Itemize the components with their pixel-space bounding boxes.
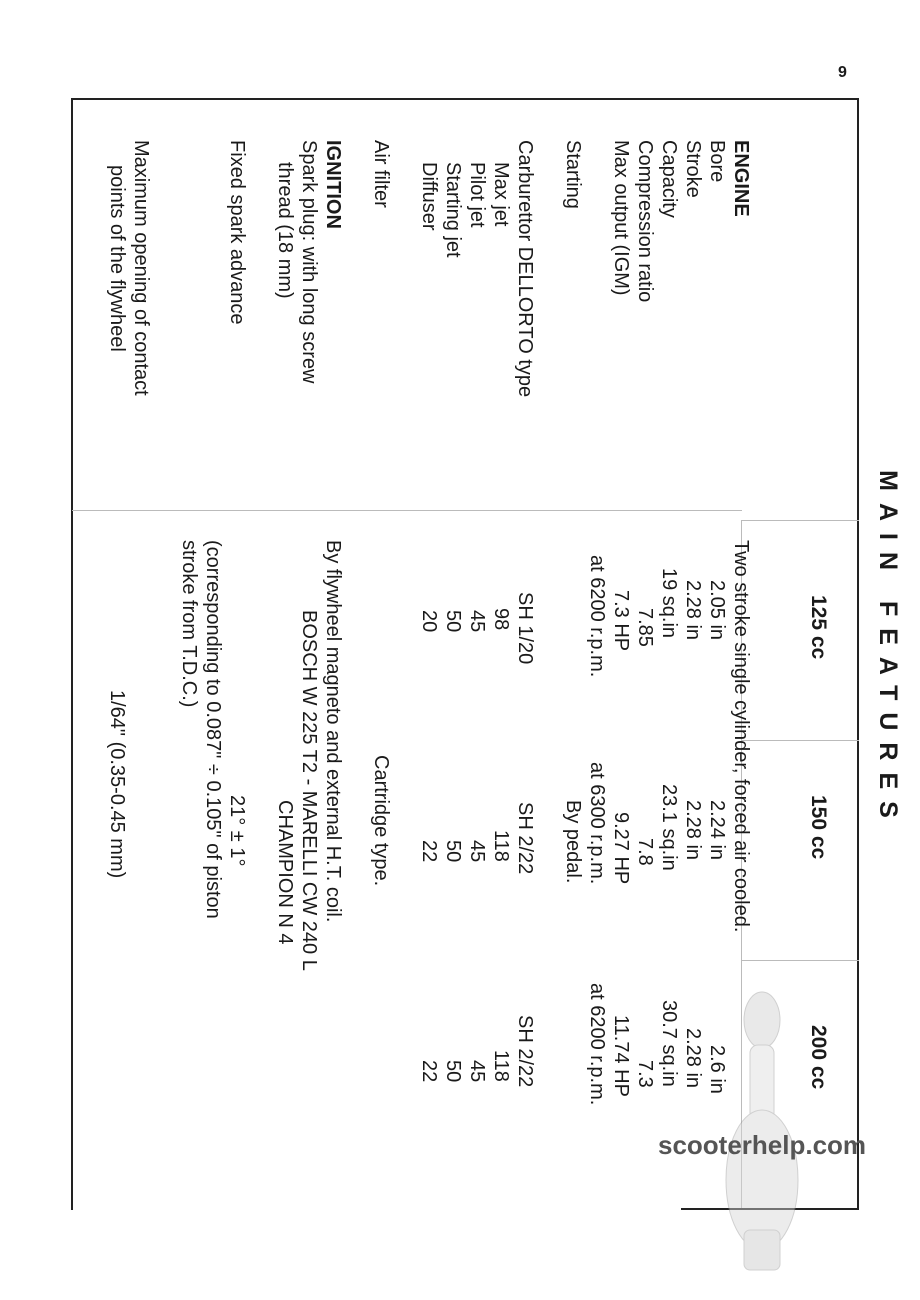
bore-125: 2.05 in [706, 580, 728, 641]
stroke-200: 2.28 in [682, 1028, 704, 1089]
spark-advance-value-3: stroke from T.D.C.) [178, 540, 200, 708]
label-column-divider [72, 510, 742, 511]
carburettor-label: Carburettor DELLORTO type [514, 140, 536, 398]
contact-points-label-1: Maximum opening of contact [130, 140, 152, 396]
spark-advance-label: Fixed spark advance [226, 140, 248, 325]
contact-points-label-2: points of the flywheel [106, 165, 128, 352]
compression-150: 7.8 [634, 838, 656, 866]
spark-advance-value-1: 21° ± 1° [226, 795, 248, 867]
starting-label: Starting [562, 140, 584, 209]
rpm-150: at 6300 r.p.m. [586, 762, 608, 885]
page-title: MAIN FEATURES [874, 470, 902, 830]
bore-150: 2.24 in [706, 800, 728, 861]
capacity-label: Capacity [658, 140, 680, 218]
max-jet-label: Max jet [490, 162, 512, 227]
spark-plug-label-1: Spark plug: with long screw [298, 140, 320, 384]
stroke-label: Stroke [682, 140, 704, 198]
starting-jet-200: 50 [442, 1060, 464, 1083]
capacity-200: 30.7 sq.in [658, 1000, 680, 1087]
starting-jet-125: 50 [442, 610, 464, 633]
max-jet-150: 118 [490, 830, 512, 862]
engine-type-value: Two stroke single cylinder, forced air cooled. [730, 540, 752, 933]
engine-heading: ENGINE [730, 140, 752, 217]
diffuser-200: 22 [418, 1060, 440, 1083]
diffuser-150: 22 [418, 840, 440, 863]
air-filter-label: Air filter [370, 140, 392, 208]
pilot-jet-label: Pilot jet [466, 162, 488, 228]
spark-advance-value-2: (corresponding to 0.087" ÷ 0.105" of piston [202, 540, 224, 919]
column-divider [741, 960, 859, 961]
pilot-jet-200: 45 [466, 1060, 488, 1083]
starting-value: By pedal. [562, 800, 584, 884]
spark-plug-value-2: CHAMPION N 4 [274, 800, 296, 945]
ignition-value: By flywheel magneto and external H.T. coil. [322, 540, 344, 923]
air-filter-value: Cartridge type. [370, 755, 392, 887]
page-number: 9 [838, 64, 847, 81]
rpm-200: at 6200 r.p.m. [586, 983, 608, 1106]
starting-jet-label: Starting jet [442, 162, 464, 258]
bore-200: 2.6 in [706, 1045, 728, 1094]
compression-label: Compression ratio [634, 140, 656, 303]
capacity-150: 23.1 sq.in [658, 784, 680, 871]
carburettor-150: SH 2/22 [514, 802, 536, 875]
column-divider [741, 740, 859, 741]
column-divider [741, 520, 859, 521]
max-jet-125: 98 [490, 608, 512, 631]
max-output-125: 7.3 HP [610, 590, 632, 652]
ignition-heading: IGNITION [322, 140, 344, 229]
bore-label: Bore [706, 140, 728, 183]
starting-jet-150: 50 [442, 840, 464, 863]
column-header-200: 200 cc [807, 1025, 830, 1090]
compression-200: 7.3 [634, 1060, 656, 1088]
max-output-200: 11.74 HP [610, 1015, 632, 1097]
max-output-label: Max output (IGM) [610, 140, 632, 296]
diffuser-125: 20 [418, 610, 440, 633]
pilot-jet-125: 45 [466, 610, 488, 633]
contact-points-value: 1/64" (0.35-0.45 mm) [106, 690, 128, 879]
column-header-150: 150 cc [807, 795, 830, 860]
spark-plug-value-1: BOSCH W 225 T2 - MARELLI CW 240 L [298, 610, 320, 971]
column-header-125: 125 cc [807, 595, 830, 660]
max-output-150: 9.27 HP [610, 812, 632, 885]
watermark-text: scooterhelp.com [658, 1130, 867, 1160]
max-jet-200: 118 [490, 1050, 512, 1082]
compression-125: 7.85 [634, 608, 656, 647]
stroke-125: 2.28 in [682, 580, 704, 641]
capacity-125: 19 sq.in [658, 568, 680, 639]
stroke-150: 2.28 in [682, 800, 704, 861]
spark-plug-label-2: thread (18 mm) [274, 162, 296, 299]
carburettor-200: SH 2/22 [514, 1015, 536, 1088]
diffuser-label: Diffuser [418, 162, 440, 231]
pilot-jet-150: 45 [466, 840, 488, 863]
carburettor-125: SH 1/20 [514, 592, 536, 665]
rpm-125: at 6200 r.p.m. [586, 555, 608, 678]
